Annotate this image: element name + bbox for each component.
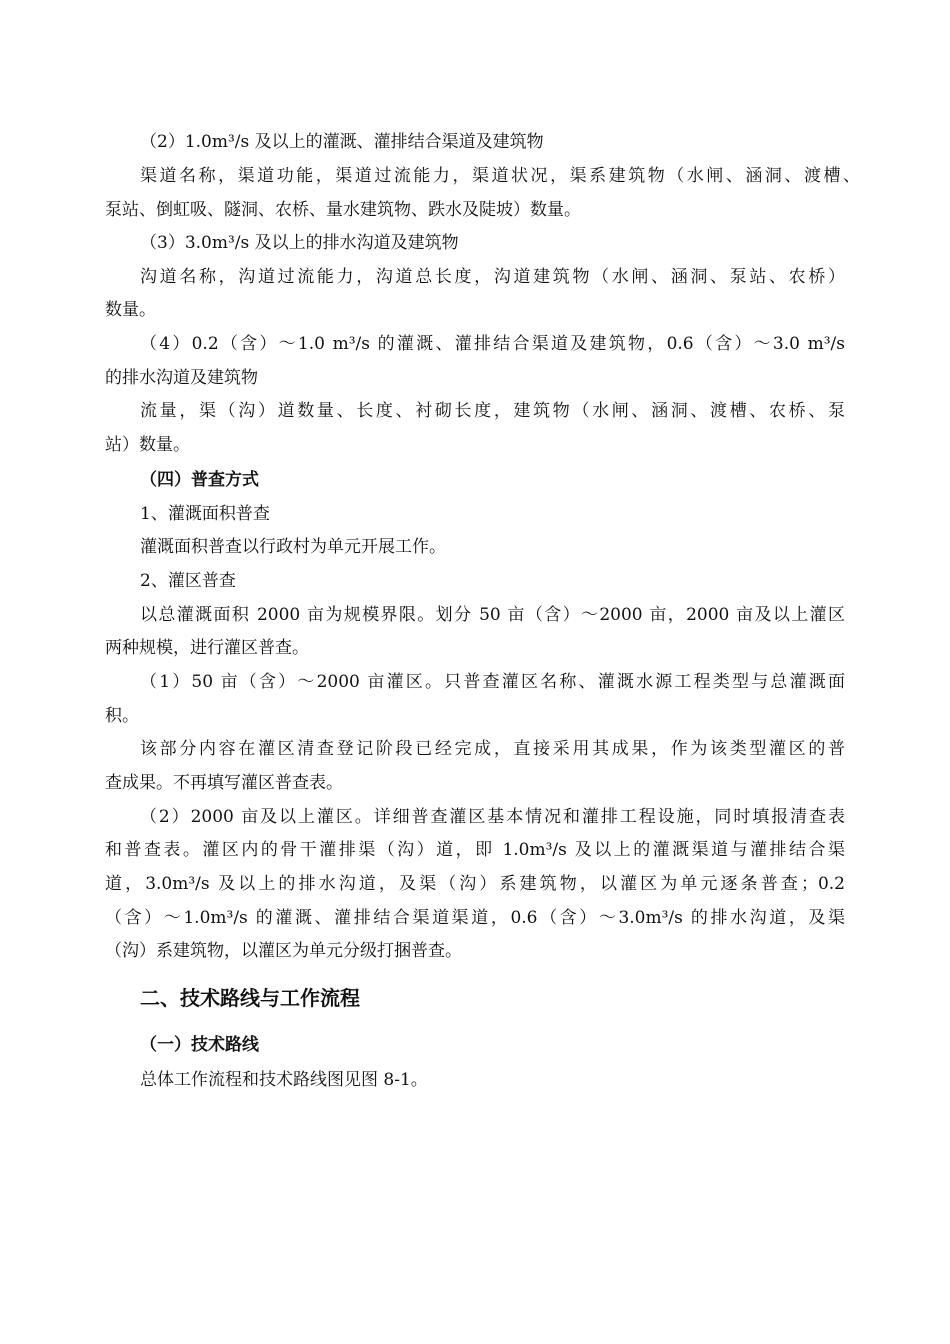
paragraph-line: （2）1.0m³/s 及以上的灌溉、灌排结合渠道及建筑物	[140, 132, 544, 152]
paragraph-line: 以总灌溉面积 2000 亩为规模界限。划分 50 亩（含）～2000 亩，2000 亩及以上灌区	[140, 605, 845, 625]
paragraph-line: （3）3.0m³/s 及以上的排水沟道及建筑物	[140, 233, 459, 253]
paragraph-line: （2）2000 亩及以上灌区。详细普查灌区基本情况和灌排工程设施，同时填报清查表	[140, 807, 845, 827]
paragraph-line: 数量。	[105, 300, 156, 320]
paragraph-line: 的排水沟道及建筑物	[105, 368, 258, 388]
paragraph-line: 该部分内容在灌区清查登记阶段已经完成，直接采用其成果，作为该类型灌区的普	[140, 739, 845, 759]
subsection-heading: （一）技术路线	[140, 1035, 259, 1055]
paragraph-line: （含）～1.0m³/s 的灌溉、灌排结合渠道渠道，0.6（含）～3.0m³/s 的排水沟道，及渠	[105, 908, 845, 928]
paragraph-line: 流量，渠（沟）道数量、长度、衬砌长度，建筑物（水闸、涵洞、渡槽、农桥、泵	[140, 401, 845, 421]
paragraph-line: 渠道名称，渠道功能，渠道过流能力，渠道状况，渠系建筑物（水闸、涵洞、渡槽、	[140, 166, 860, 186]
paragraph-line: 沟道名称，沟道过流能力，沟道总长度，沟道建筑物（水闸、涵洞、泵站、农桥）	[140, 267, 845, 287]
paragraph-line: 总体工作流程和技术路线图见图 8-1。	[140, 1070, 428, 1090]
paragraph-line: 站）数量。	[105, 435, 190, 455]
paragraph-line: 1、灌溉面积普查	[140, 504, 270, 524]
paragraph-line: 积。	[105, 706, 139, 726]
paragraph-line: 泵站、倒虹吸、隧洞、农桥、量水建筑物、跌水及陡坡）数量。	[105, 200, 581, 220]
paragraph-line: 2、灌区普查	[140, 571, 236, 591]
paragraph-line: （4）0.2（含）～1.0 m³/s 的灌溉、灌排结合渠道及建筑物，0.6（含）～3.0 m³/s	[140, 334, 845, 354]
paragraph-line: 和普查表。灌区内的骨干灌排渠（沟）道，即 1.0m³/s 及以上的灌溉渠道与灌排结合渠	[105, 840, 845, 860]
paragraph-line: （1）50 亩（含）～2000 亩灌区。只普查灌区名称、灌溉水源工程类型与总灌溉面	[140, 672, 845, 692]
subsection-heading: （四）普查方式	[140, 470, 259, 490]
paragraph-line: 灌溉面积普查以行政村为单元开展工作。	[140, 537, 446, 557]
section-title: 二、技术路线与工作流程	[140, 986, 360, 1010]
paragraph-line: 两种规模，进行灌区普查。	[105, 638, 309, 658]
paragraph-line: 查成果。不再填写灌区普查表。	[105, 773, 343, 793]
paragraph-line: （沟）系建筑物，以灌区为单元分级打捆普查。	[105, 941, 462, 961]
paragraph-line: 道，3.0m³/s 及以上的排水沟道，及渠（沟）系建筑物，以灌区为单元逐条普查；0.2	[105, 874, 845, 894]
